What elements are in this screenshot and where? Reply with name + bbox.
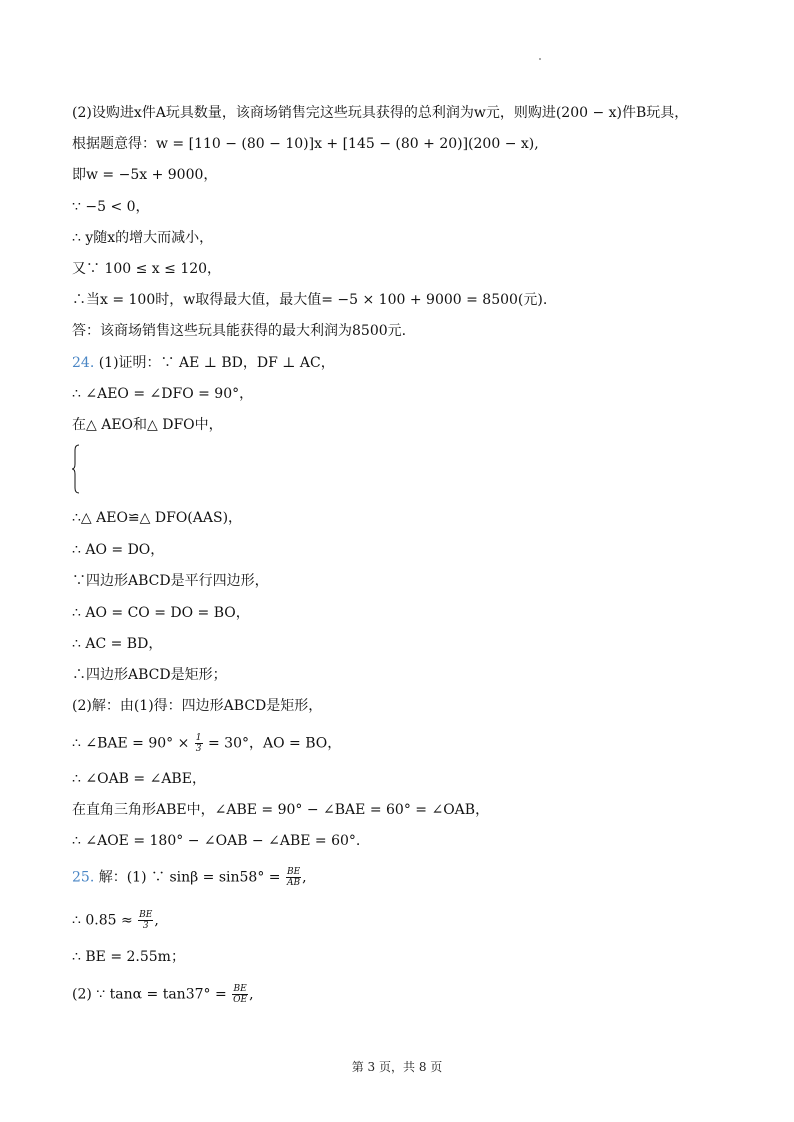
text-line: ∵四边形ABCD是平行四边形， bbox=[72, 573, 269, 589]
text-line: ∴ ∠AOE = 180° − ∠OAB − ∠ABE = 60°. bbox=[72, 833, 361, 849]
text-line: ∴ y随x的增大而减小， bbox=[72, 230, 214, 246]
text-line: ∴四边形ABCD是矩形； bbox=[72, 667, 227, 683]
text-segment: ∴ 0.85 ≈ bbox=[72, 912, 133, 929]
left-brace-icon bbox=[72, 444, 80, 494]
fraction bbox=[138, 910, 153, 931]
text-line: (1)证明：∵ AE ⊥ BD，DF ⊥ AC， bbox=[94, 355, 335, 371]
text-line: 在△ AEO和△ DFO中， bbox=[72, 417, 223, 433]
text-line: (2)设购进x件A玩具数量，该商场销售完这些玩具获得的总利润为w元，则购进(200 − x)件B玩具， bbox=[72, 105, 689, 121]
equation-system bbox=[72, 444, 272, 496]
text-line: ∴ AO = CO = DO = BO， bbox=[72, 605, 250, 621]
text-line: ∴△ AEO≌△ DFO(AAS)， bbox=[72, 510, 243, 526]
fraction-denominator: 3 bbox=[195, 744, 202, 754]
fraction-numerator: BE bbox=[139, 910, 153, 920]
question-number: 25. bbox=[72, 869, 95, 886]
fraction bbox=[286, 867, 301, 888]
fraction-numerator: BE bbox=[233, 984, 247, 994]
fraction-numerator: BE bbox=[286, 867, 301, 877]
text-line: 在直角三角形ABE中，∠ABE = 90° − ∠BAE = 60° = ∠OAB， bbox=[72, 802, 490, 818]
text-segment: , bbox=[302, 869, 307, 886]
question-24-line bbox=[72, 354, 335, 372]
text-line: ∴ BE = 2.55m； bbox=[72, 949, 185, 965]
text-line: ∴当x = 100时，w取得最大值，最大值= −5 × 100 + 9000 = 8500(元). bbox=[72, 292, 548, 308]
text-line-with-fraction bbox=[72, 733, 341, 754]
text-line: 又∵ 100 ≤ x ≤ 120， bbox=[72, 261, 222, 277]
fraction-denominator: OE bbox=[233, 995, 248, 1005]
text-line: ∴ AC = BD， bbox=[72, 636, 163, 652]
text-segment: , bbox=[249, 986, 254, 1003]
text-segment: (2) ∵ tanα = tan37° = bbox=[72, 986, 227, 1003]
fraction bbox=[232, 984, 248, 1005]
text-line-with-fraction bbox=[72, 984, 254, 1005]
text-segment: 解：(1) ∵ sinβ = sin58° = bbox=[94, 869, 281, 886]
fraction bbox=[195, 733, 203, 754]
text-line: 即w = −5x + 9000， bbox=[72, 167, 218, 183]
page-footer: 第 3 页，共 8 页 bbox=[351, 1060, 443, 1074]
text-line: 答：该商场销售这些玩具能获得的最大利润为8500元. bbox=[72, 323, 407, 339]
text-segment: = 30°，AO = BO， bbox=[207, 735, 342, 752]
fraction-denominator: 3 bbox=[142, 921, 149, 931]
text-line: ∴ ∠OAB = ∠ABE， bbox=[72, 771, 206, 787]
scan-dot bbox=[539, 58, 541, 60]
text-segment: , bbox=[154, 912, 159, 929]
fraction-denominator: AB bbox=[287, 878, 301, 888]
text-line: ∴ ∠AEO = ∠DFO = 90°， bbox=[72, 386, 254, 402]
text-line: ∴ AO = DO， bbox=[72, 542, 165, 558]
text-line: ∵ −5 < 0， bbox=[72, 199, 150, 215]
text-line: 根据题意得：w = [110 − (80 − 10)]x + [145 − (80 + 20)](200 − x), bbox=[72, 136, 539, 152]
text-line-with-fraction bbox=[72, 910, 159, 931]
text-segment: ∴ ∠BAE = 90° × bbox=[72, 735, 190, 752]
question-25-line bbox=[72, 867, 307, 888]
text-line: (2)解：由(1)得：四边形ABCD是矩形， bbox=[72, 698, 323, 714]
fraction-numerator: 1 bbox=[195, 733, 202, 743]
question-number: 24. bbox=[72, 355, 95, 371]
